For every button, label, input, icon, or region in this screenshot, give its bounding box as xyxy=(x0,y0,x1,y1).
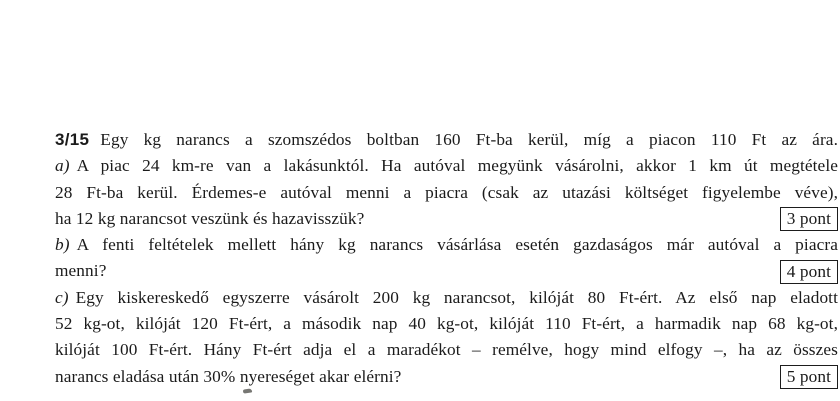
text-line xyxy=(55,337,838,363)
part-c-line-1: Egy kiskereskedő egyszerre vásárolt 200 kg narancsot, kilóját 80 Ft-ért. Az első nap eladott xyxy=(75,287,838,307)
part-b-line-1: A fenti feltételek mellett hány kg narancs vásárlása esetén gazdaságos már autóval a piacra xyxy=(76,235,838,255)
text-line xyxy=(55,153,838,179)
part-c-last-line: narancs eladása után 30% nyereséget akar elérni? xyxy=(55,366,402,386)
part-c-label: c) xyxy=(55,287,69,307)
text-line xyxy=(55,127,838,153)
part-b-last-line: menni? xyxy=(55,261,107,281)
part-a-line-1: A piac 24 km-re van a lakásunktól. Ha autóval megyünk vásárolni, akkor 1 km út megtétele xyxy=(76,156,838,176)
text-line xyxy=(55,206,838,232)
part-a-last-line: ha 12 kg narancsot veszünk és hazavisszük? xyxy=(55,208,365,228)
scan-artifact xyxy=(243,388,252,393)
text-line xyxy=(55,180,838,206)
points-badge-c: 5 pont xyxy=(780,365,838,389)
part-b-label: b) xyxy=(55,235,70,255)
part-a-label: a) xyxy=(55,156,70,176)
text-line xyxy=(55,232,838,258)
points-badge-a: 3 pont xyxy=(780,207,838,231)
text-line xyxy=(55,285,838,311)
part-c-line-2: 52 kg-ot, kilóját 120 Ft-ért, a második nap 40 kg-ot, kilóját 110 Ft-ért, a harmadik nap 68 kg-ot, xyxy=(55,314,838,334)
problem-intro: Egy kg narancs a szomszédos boltban 160 Ft-ba kerül, míg a piacon 110 Ft az ára. xyxy=(100,130,838,149)
problem-block xyxy=(55,127,838,390)
text-line xyxy=(55,311,838,337)
text-line xyxy=(55,258,838,284)
text-line xyxy=(55,364,838,390)
points-badge-b: 4 pont xyxy=(780,260,838,284)
part-c-line-3: kilóját 100 Ft-ért. Hány Ft-ért adja el a maradékot – remélve, hogy mind elfogy –, ha az összes xyxy=(55,340,838,360)
problem-number: 3/15 xyxy=(55,130,90,149)
part-a-line-2: 28 Ft-ba kerül. Érdemes-e autóval menni a piacra (csak az utazási költséget figyelembe véve), xyxy=(55,182,838,202)
